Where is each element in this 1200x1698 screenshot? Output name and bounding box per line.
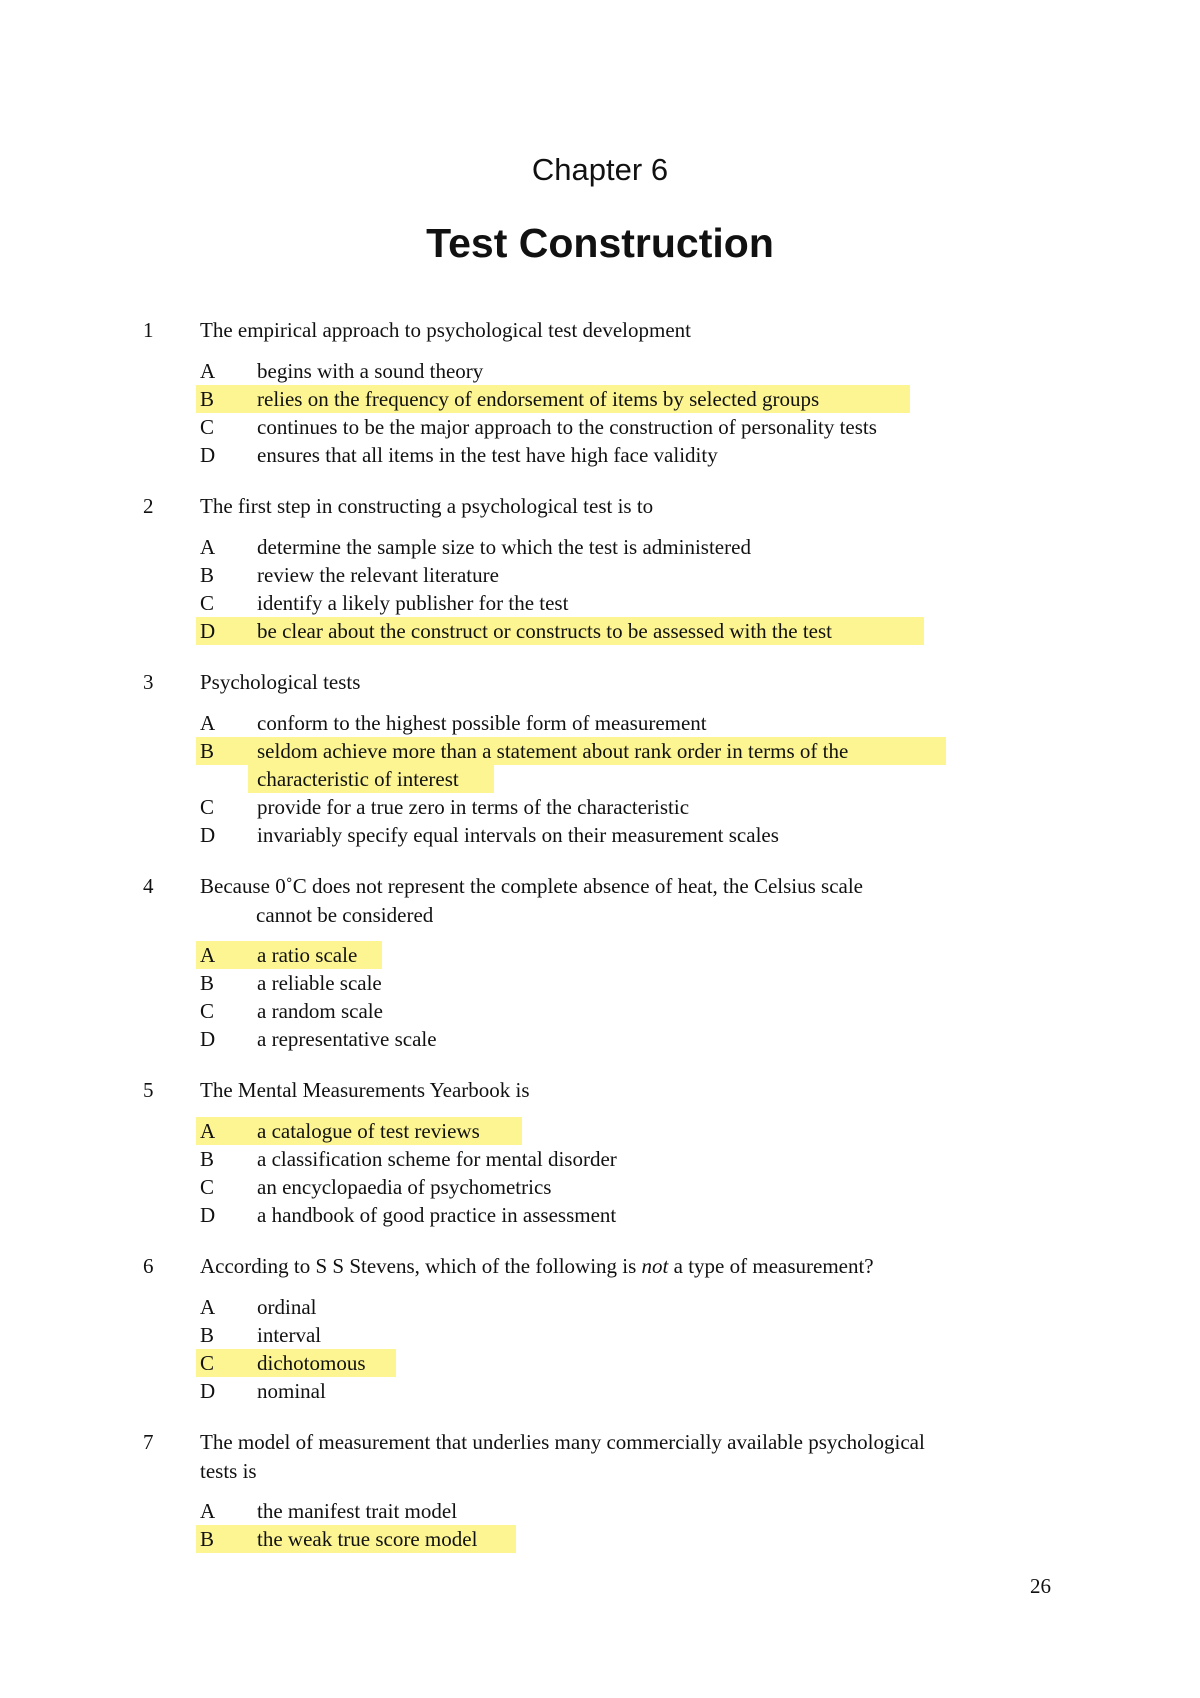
option-letter: B — [200, 1527, 215, 1551]
option-text: begins with a sound theory — [257, 359, 484, 383]
chapter-title: Test Construction — [426, 220, 774, 266]
question-text: The first step in constructing a psychological test is to — [200, 494, 654, 518]
option-text: a classification scheme for mental disorder — [257, 1147, 617, 1171]
option-text: invariably specify equal intervals on their measurement scales — [257, 823, 779, 847]
option-text: interval — [257, 1323, 322, 1347]
question-text-part: a type of measurement? — [668, 1254, 874, 1278]
option-text: a catalogue of test reviews — [257, 1119, 480, 1143]
option-letter: B — [200, 739, 215, 763]
option-letter: C — [200, 591, 215, 615]
question-text-line: The model of measurement that underlies many commercially available psychological — [200, 1430, 925, 1454]
option-letter: C — [200, 1351, 215, 1375]
option-text: an encyclopaedia of psychometrics — [257, 1175, 552, 1199]
option-text: conform to the highest possible form of measurement — [257, 711, 707, 735]
option-text: review the relevant literature — [257, 563, 499, 587]
option-letter: B — [200, 563, 215, 587]
option-text: ensures that all items in the test have high face validity — [257, 443, 718, 467]
option-letter: A — [200, 535, 216, 559]
option-letter: A — [200, 1499, 216, 1523]
question-text-continuation: cannot be considered — [256, 903, 434, 927]
option-letter: D — [200, 619, 216, 643]
option-text: continues to be the major approach to the construction of personality tests — [257, 415, 877, 439]
option-text: a handbook of good practice in assessment — [257, 1203, 617, 1227]
question-text-line: Because 0˚C does not represent the complete absence of heat, the Celsius scale — [200, 874, 864, 898]
question-number: 1 — [143, 318, 154, 342]
option-text: identify a likely publisher for the test — [257, 591, 569, 615]
option-text-continuation: characteristic of interest — [257, 767, 459, 791]
option-text: determine the sample size to which the test is administered — [257, 535, 751, 559]
question-number: 2 — [143, 494, 154, 518]
option-letter: B — [200, 1147, 215, 1171]
option-text: provide for a true zero in terms of the characteristic — [257, 795, 690, 819]
option-letter: D — [200, 1379, 216, 1403]
question-number: 4 — [143, 874, 154, 898]
option-text: a random scale — [257, 999, 383, 1023]
option-letter: C — [200, 415, 215, 439]
option-letter: B — [200, 971, 215, 995]
option-text: be clear about the construct or constructs to be assessed with the test — [257, 619, 832, 643]
question-text: The Mental Measurements Yearbook is — [200, 1078, 530, 1102]
option-text: ordinal — [257, 1295, 317, 1319]
option-letter: C — [200, 1175, 215, 1199]
question-text — [200, 1430, 925, 1484]
option-text: a representative scale — [257, 1027, 437, 1051]
question-text: The empirical approach to psychological test development — [200, 318, 691, 342]
chapter-label: Chapter 6 — [531, 152, 669, 187]
question-number: 3 — [143, 670, 154, 694]
question-text-emphasis: not — [641, 1254, 669, 1278]
option-letter: A — [200, 1295, 216, 1319]
option-text: seldom achieve more than a statement about rank order in terms of the — [257, 739, 849, 763]
option-text: the manifest trait model — [257, 1499, 458, 1523]
option-text: a ratio scale — [257, 943, 358, 967]
option-letter: D — [200, 443, 216, 467]
option-letter: B — [200, 387, 215, 411]
option-letter: D — [200, 1027, 216, 1051]
option-text: the weak true score model — [257, 1527, 478, 1551]
question-text — [200, 1254, 874, 1279]
question-text-part: According to S S Stevens, which of the following is — [200, 1254, 642, 1278]
question-text — [200, 874, 863, 928]
question-number: 7 — [143, 1430, 154, 1454]
option-letter: C — [200, 999, 215, 1023]
option-letter: B — [200, 1323, 215, 1347]
option-letter: A — [200, 1119, 216, 1143]
question-number: 6 — [143, 1254, 154, 1278]
option-text: relies on the frequency of endorsement of items by selected groups — [257, 387, 820, 411]
option-letter: A — [200, 943, 216, 967]
page-number: 26 — [1030, 1574, 1051, 1598]
question-text: Psychological tests — [200, 670, 361, 694]
option-letter: D — [200, 823, 216, 847]
option-text: a reliable scale — [257, 971, 382, 995]
option-letter: A — [200, 711, 216, 735]
option-letter: C — [200, 795, 215, 819]
question-text-continuation: tests is — [200, 1459, 257, 1483]
option-letter: D — [200, 1203, 216, 1227]
option-text: nominal — [257, 1379, 326, 1403]
option-letter: A — [200, 359, 216, 383]
option-text: dichotomous — [257, 1351, 366, 1375]
question-number: 5 — [143, 1078, 154, 1102]
